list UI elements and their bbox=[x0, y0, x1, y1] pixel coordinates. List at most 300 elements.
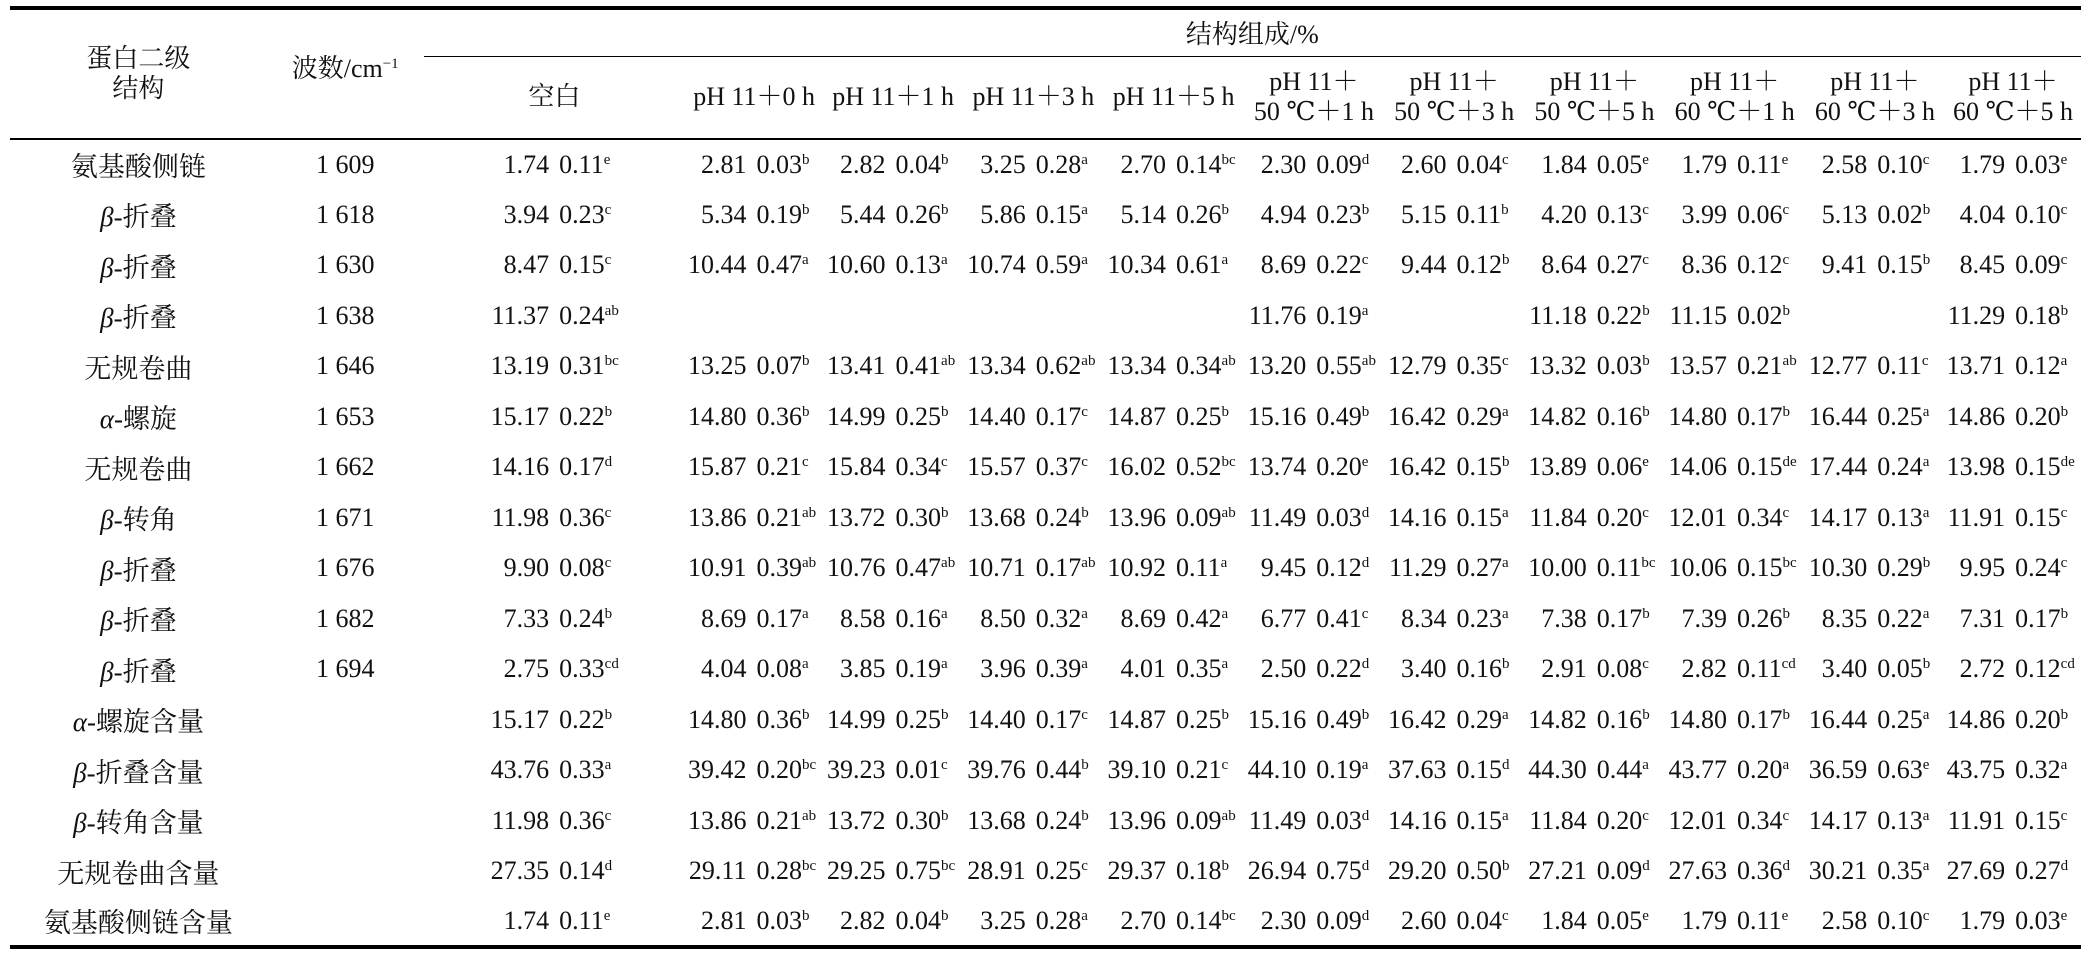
cell-sd bbox=[1316, 897, 1384, 948]
cell-sd bbox=[559, 291, 685, 342]
significance-letter: a bbox=[801, 656, 809, 673]
structure-label: 无规卷曲 bbox=[84, 454, 193, 485]
row-structure-name bbox=[10, 291, 267, 342]
cell-sd bbox=[896, 594, 964, 645]
sd-value: 0.17 bbox=[1737, 401, 1783, 431]
sd-value: 0.39 bbox=[1035, 654, 1082, 684]
significance-letter: b bbox=[941, 706, 949, 723]
cell-sd bbox=[1737, 745, 1805, 796]
significance-letter: b bbox=[1782, 706, 1791, 723]
sd-value: 0.05 bbox=[1596, 149, 1643, 179]
cell-mean: 14.80 bbox=[687, 401, 747, 431]
cell-sd bbox=[756, 139, 823, 190]
cell-mean: 2.72 bbox=[1959, 654, 2006, 684]
cell-sd bbox=[559, 240, 685, 291]
sd-value: 0.29 bbox=[1877, 553, 1923, 583]
sd-value: 0.25 bbox=[1176, 704, 1222, 734]
sd-value: 0.22 bbox=[559, 704, 605, 734]
cell-mean: 43.75 bbox=[1946, 755, 2006, 785]
cell-mean: 5.34 bbox=[700, 199, 747, 229]
significance-letter: c bbox=[1642, 656, 1649, 673]
cell-sd bbox=[1316, 796, 1384, 847]
cell-sd bbox=[1597, 442, 1665, 493]
sd-value: 0.14 bbox=[1176, 905, 1222, 935]
row-wavenumber bbox=[267, 897, 424, 948]
significance-letter: b bbox=[1501, 201, 1509, 218]
cell-sd bbox=[1457, 341, 1525, 392]
cell-mean: 43.76 bbox=[490, 755, 550, 785]
row-structure-name bbox=[10, 846, 267, 897]
sd-value: 0.15 bbox=[1035, 199, 1082, 229]
significance-letter: e bbox=[603, 151, 611, 168]
cell-mean: 11.29 bbox=[1947, 300, 2006, 330]
cell-sd bbox=[1597, 543, 1665, 594]
greek-prefix: β bbox=[100, 252, 114, 283]
cell-mean: 5.15 bbox=[1401, 199, 1447, 229]
cell-sd bbox=[1597, 695, 1665, 746]
row-wavenumber: 1 653 bbox=[315, 401, 375, 431]
significance-letter: a bbox=[1220, 555, 1228, 572]
significance-letter: c bbox=[1361, 605, 1369, 622]
cell-sd bbox=[1036, 291, 1104, 342]
cell-mean: 14.16 bbox=[490, 452, 550, 482]
cell-mean: 15.57 bbox=[967, 452, 1026, 482]
sd-value: 0.19 bbox=[756, 199, 802, 229]
cell-mean: 8.64 bbox=[1541, 250, 1587, 280]
cell-mean: 8.58 bbox=[840, 603, 886, 633]
significance-letter: bc bbox=[801, 757, 817, 774]
cell-mean: 27.21 bbox=[1528, 856, 1587, 886]
table-row bbox=[10, 846, 2081, 897]
cell-sd bbox=[1316, 190, 1384, 241]
cell-sd bbox=[1457, 190, 1525, 241]
cell-mean: 30.21 bbox=[1808, 856, 1868, 886]
structure-label: -螺旋含量 bbox=[86, 707, 204, 738]
sd-value: 0.59 bbox=[1035, 250, 1082, 280]
sd-value: 0.22 bbox=[559, 401, 605, 431]
cell-sd bbox=[2015, 745, 2081, 796]
cell-sd bbox=[1036, 594, 1104, 645]
sd-value: 0.20 bbox=[1596, 805, 1643, 835]
sd-value: 0.21 bbox=[756, 502, 802, 532]
cell-sd bbox=[1036, 392, 1104, 443]
sd-value: 0.17 bbox=[559, 452, 605, 482]
sd-value: 0.23 bbox=[1456, 603, 1503, 633]
cell-mean: 44.10 bbox=[1247, 755, 1307, 785]
sd-value: 0.27 bbox=[2015, 856, 2061, 886]
cell-mean: 3.40 bbox=[1401, 654, 1447, 684]
cell-mean: 11.29 bbox=[1388, 553, 1447, 583]
header-condition: 空白 bbox=[528, 82, 581, 112]
cell-sd bbox=[559, 543, 685, 594]
cell-mean: 36.59 bbox=[1808, 755, 1868, 785]
cell-sd bbox=[1597, 240, 1665, 291]
significance-letter: b bbox=[1642, 706, 1650, 723]
cell-sd bbox=[1176, 341, 1244, 392]
sd-value: 0.27 bbox=[1456, 553, 1503, 583]
sd-value: 0.04 bbox=[895, 149, 942, 179]
significance-letter: c bbox=[1782, 504, 1790, 521]
sd-value: 0.34 bbox=[1176, 351, 1222, 381]
cell-sd bbox=[896, 291, 964, 342]
cell-mean: 39.23 bbox=[827, 755, 886, 785]
sd-value: 0.07 bbox=[756, 351, 802, 381]
cell-mean: 14.17 bbox=[1808, 502, 1868, 532]
cell-mean: 14.86 bbox=[1946, 704, 2006, 734]
row-wavenumber: 1 662 bbox=[315, 452, 375, 482]
sd-value: 0.14 bbox=[559, 856, 605, 886]
cell-mean: 14.87 bbox=[1107, 704, 1167, 734]
cell-mean: 13.20 bbox=[1247, 351, 1307, 381]
cell-mean: 9.45 bbox=[1260, 553, 1307, 583]
significance-letter: a bbox=[1782, 757, 1790, 774]
sd-value: 0.06 bbox=[1737, 199, 1783, 229]
cell-mean: 15.87 bbox=[687, 452, 747, 482]
cell-mean: 14.17 bbox=[1808, 805, 1868, 835]
significance-letter: e bbox=[2060, 907, 2068, 924]
sd-value: 0.28 bbox=[1035, 905, 1082, 935]
table-row bbox=[10, 543, 2081, 594]
cell-mean: 8.34 bbox=[1401, 603, 1447, 633]
row-wavenumber: 1 638 bbox=[315, 300, 375, 330]
significance-letter: a bbox=[1502, 706, 1509, 723]
cell-sd bbox=[1877, 695, 1945, 746]
row-structure-name bbox=[10, 644, 267, 695]
cell-mean: 13.68 bbox=[967, 502, 1026, 532]
cell-mean: 8.50 bbox=[980, 603, 1026, 633]
cell-sd bbox=[1877, 897, 1945, 948]
cell-sd bbox=[896, 493, 964, 544]
cell-mean: 2.82 bbox=[823, 139, 896, 190]
sd-value: 0.16 bbox=[1456, 654, 1503, 684]
cell-sd bbox=[1457, 240, 1525, 291]
cell-sd bbox=[2015, 897, 2081, 948]
sd-value: 0.05 bbox=[1877, 654, 1923, 684]
cell-sd bbox=[756, 240, 823, 291]
cell-mean: 13.32 bbox=[1528, 351, 1587, 381]
significance-letter: a bbox=[1642, 757, 1649, 774]
sd-value: 0.27 bbox=[1596, 250, 1643, 280]
cell-mean: 6.77 bbox=[1260, 603, 1307, 633]
sd-value: 0.75 bbox=[1316, 856, 1362, 886]
cell-mean: 3.85 bbox=[840, 654, 886, 684]
significance-letter: bc bbox=[801, 858, 817, 875]
sd-value: 0.41 bbox=[895, 351, 942, 381]
significance-letter: c bbox=[1361, 252, 1369, 269]
cell-sd bbox=[896, 644, 964, 695]
sd-value: 0.15 bbox=[1456, 805, 1503, 835]
sd-value: 0.47 bbox=[895, 553, 942, 583]
sd-value: 0.19 bbox=[1316, 755, 1362, 785]
header-condition: pH 11＋3 h bbox=[972, 82, 1095, 112]
sd-value: 0.11 bbox=[559, 149, 604, 179]
cell-mean: 5.86 bbox=[980, 199, 1026, 229]
significance-letter: b bbox=[604, 605, 613, 622]
cell-sd bbox=[1316, 846, 1384, 897]
cell-mean: 27.35 bbox=[490, 856, 550, 886]
cell-sd bbox=[1316, 745, 1384, 796]
cell-sd bbox=[1737, 392, 1805, 443]
header-structure-composition: 结构组成/% bbox=[424, 8, 2081, 56]
cell-sd bbox=[1457, 644, 1525, 695]
cell-mean: 13.25 bbox=[687, 351, 747, 381]
cell-mean: 9.44 bbox=[1401, 250, 1447, 280]
sd-value: 0.15 bbox=[1737, 553, 1783, 583]
sd-value: 0.11 bbox=[1176, 553, 1221, 583]
cell-mean: 11.49 bbox=[1248, 805, 1307, 835]
cell-mean: 1.84 bbox=[1524, 139, 1597, 190]
cell-sd bbox=[1737, 291, 1805, 342]
cell-sd bbox=[1036, 695, 1104, 746]
header-condition: pH 11＋5 h bbox=[1112, 82, 1235, 112]
cell-mean: 16.44 bbox=[1808, 401, 1868, 431]
cell-mean: 27.63 bbox=[1668, 856, 1728, 886]
significance-letter: d bbox=[604, 454, 613, 471]
cell-mean: 7.31 bbox=[1959, 603, 2006, 633]
cell-sd bbox=[1737, 543, 1805, 594]
cell-sd bbox=[756, 493, 823, 544]
cell-sd bbox=[1737, 190, 1805, 241]
cell-mean: 7.38 bbox=[1541, 603, 1587, 633]
row-structure-name bbox=[10, 341, 267, 392]
sd-value: 0.23 bbox=[559, 199, 605, 229]
row-structure-name bbox=[10, 543, 267, 594]
cell-mean: 14.16 bbox=[1388, 805, 1447, 835]
cell-mean: 13.34 bbox=[1107, 351, 1167, 381]
greek-prefix: β bbox=[73, 757, 87, 788]
cell-mean: 26.94 bbox=[1247, 856, 1307, 886]
significance-letter: e bbox=[2060, 151, 2068, 168]
cell-mean: 13.96 bbox=[1107, 805, 1167, 835]
cell-mean: 7.33 bbox=[503, 603, 550, 633]
cell-mean: 13.68 bbox=[967, 805, 1026, 835]
sd-value: 0.09 bbox=[2015, 250, 2061, 280]
cell-sd bbox=[1457, 745, 1525, 796]
sd-value: 0.24 bbox=[1035, 502, 1082, 532]
greek-prefix: α bbox=[99, 404, 114, 435]
cell-sd bbox=[2015, 644, 2081, 695]
significance-letter: ab bbox=[604, 302, 619, 319]
table-row bbox=[10, 644, 2081, 695]
significance-letter: a bbox=[941, 252, 948, 269]
cell-sd bbox=[1176, 846, 1244, 897]
cell-mean: 3.99 bbox=[1681, 199, 1728, 229]
significance-letter: b bbox=[2060, 706, 2069, 723]
sd-value: 0.08 bbox=[559, 553, 605, 583]
sd-value: 0.08 bbox=[756, 654, 802, 684]
sd-value: 0.25 bbox=[1176, 401, 1222, 431]
cell-mean: 11.84 bbox=[1529, 502, 1587, 532]
sd-value: 0.20 bbox=[1316, 452, 1362, 482]
sd-value: 0.12 bbox=[2015, 351, 2061, 381]
sd-value: 0.08 bbox=[1596, 654, 1643, 684]
sd-value: 0.15 bbox=[1456, 452, 1503, 482]
header-wavenumber-label: 波数/cm bbox=[291, 54, 383, 83]
row-wavenumber bbox=[267, 846, 424, 897]
sd-value: 0.31 bbox=[559, 351, 605, 381]
significance-letter: b bbox=[1502, 454, 1510, 471]
cell-mean: 2.81 bbox=[685, 139, 756, 190]
structure-label: -转角 bbox=[113, 505, 177, 536]
significance-letter: d bbox=[1361, 858, 1370, 875]
sd-value: 0.16 bbox=[1596, 401, 1643, 431]
cell-sd bbox=[1737, 846, 1805, 897]
sd-value: 0.17 bbox=[1035, 401, 1082, 431]
significance-letter: e bbox=[1642, 907, 1649, 924]
greek-prefix: β bbox=[73, 808, 87, 839]
cell-mean: 2.50 bbox=[1260, 654, 1307, 684]
cell-sd bbox=[1877, 846, 1945, 897]
significance-letter: b bbox=[1922, 656, 1931, 673]
significance-letter: b bbox=[801, 706, 810, 723]
cell-mean: 13.72 bbox=[827, 805, 886, 835]
significance-letter: b bbox=[801, 907, 810, 924]
structure-label: -折叠 bbox=[113, 606, 177, 637]
sd-value: 0.11 bbox=[1737, 905, 1782, 935]
cell-sd bbox=[1316, 139, 1384, 190]
significance-letter: c bbox=[1081, 454, 1088, 471]
sd-value: 0.25 bbox=[1877, 401, 1923, 431]
sd-value: 0.20 bbox=[756, 755, 802, 785]
significance-letter: e bbox=[1361, 454, 1369, 471]
cell-sd bbox=[1316, 291, 1384, 342]
sd-value: 0.33 bbox=[559, 654, 605, 684]
significance-letter: b bbox=[1782, 605, 1791, 622]
cell-sd bbox=[1176, 695, 1244, 746]
cell-sd bbox=[1036, 442, 1104, 493]
significance-letter: a bbox=[941, 656, 948, 673]
significance-letter: ab bbox=[941, 353, 956, 370]
significance-letter: cd bbox=[2060, 656, 2075, 673]
cell-sd bbox=[896, 341, 964, 392]
sd-value: 0.22 bbox=[1316, 654, 1362, 684]
cell-sd bbox=[1036, 240, 1104, 291]
cell-sd bbox=[1176, 745, 1244, 796]
sd-value: 0.18 bbox=[1176, 856, 1222, 886]
cell-sd bbox=[1457, 796, 1525, 847]
significance-letter: b bbox=[1642, 403, 1650, 420]
significance-letter: e bbox=[1922, 757, 1930, 774]
significance-letter: b bbox=[1361, 201, 1370, 218]
significance-letter: c bbox=[1081, 706, 1088, 723]
sd-value: 0.15 bbox=[2015, 502, 2061, 532]
sd-value: 0.12 bbox=[1737, 250, 1783, 280]
significance-letter: a bbox=[1221, 656, 1229, 673]
sd-value: 0.12 bbox=[2015, 654, 2061, 684]
sd-value: 0.09 bbox=[1176, 502, 1222, 532]
cell-mean: 13.72 bbox=[827, 502, 886, 532]
sd-value: 0.13 bbox=[1877, 805, 1923, 835]
cell-sd bbox=[1597, 190, 1665, 241]
cell-mean: 39.76 bbox=[967, 755, 1026, 785]
cell-sd bbox=[1316, 594, 1384, 645]
cell-sd bbox=[1176, 190, 1244, 241]
sd-value: 0.03 bbox=[756, 149, 802, 179]
greek-prefix: β bbox=[100, 303, 114, 334]
cell-mean: 1.79 bbox=[1945, 139, 2015, 190]
cell-sd bbox=[896, 695, 964, 746]
sd-value: 0.44 bbox=[1596, 755, 1643, 785]
cell-mean: 2.58 bbox=[1805, 897, 1878, 948]
significance-letter: c bbox=[1782, 201, 1790, 218]
cell-sd bbox=[1036, 897, 1104, 948]
significance-letter: de bbox=[1782, 454, 1797, 471]
cell-mean: 29.37 bbox=[1107, 856, 1167, 886]
table-row bbox=[10, 695, 2081, 746]
cell-sd bbox=[559, 897, 685, 948]
significance-letter: bc bbox=[1782, 555, 1797, 572]
cell-mean: 10.00 bbox=[1528, 553, 1587, 583]
cell-sd bbox=[1457, 846, 1525, 897]
sd-value: 0.09 bbox=[1316, 905, 1362, 935]
cell-mean: 15.16 bbox=[1247, 401, 1307, 431]
significance-letter: b bbox=[941, 807, 949, 824]
sd-value: 0.14 bbox=[1176, 149, 1222, 179]
significance-letter: b bbox=[1642, 302, 1650, 319]
sd-value: 0.35 bbox=[1176, 654, 1222, 684]
cell-mean: 14.80 bbox=[1668, 401, 1728, 431]
significance-letter: c bbox=[2060, 201, 2068, 218]
cell-sd bbox=[756, 392, 823, 443]
significance-letter: b bbox=[1221, 706, 1230, 723]
significance-letter: b bbox=[2060, 302, 2069, 319]
sd-value: 0.25 bbox=[1877, 704, 1923, 734]
cell-mean: 10.92 bbox=[1107, 553, 1167, 583]
cell-sd bbox=[1316, 240, 1384, 291]
significance-letter: a bbox=[1502, 403, 1509, 420]
significance-letter: b bbox=[2060, 605, 2069, 622]
significance-letter: b bbox=[1642, 605, 1650, 622]
cell-mean: 28.91 bbox=[967, 856, 1026, 886]
cell-sd bbox=[756, 745, 823, 796]
cell-mean: 15.17 bbox=[490, 401, 550, 431]
table-row bbox=[10, 240, 2081, 291]
sd-value: 0.44 bbox=[1035, 755, 1082, 785]
cell-sd bbox=[1036, 846, 1104, 897]
header-condition: pH 11＋ 50 ℃＋5 h bbox=[1534, 67, 1655, 127]
sd-value: 0.18 bbox=[2015, 300, 2061, 330]
sd-value: 0.47 bbox=[756, 250, 802, 280]
cell-mean: 16.44 bbox=[1808, 704, 1868, 734]
cell-mean: 8.36 bbox=[1681, 250, 1728, 280]
significance-letter: b bbox=[1642, 353, 1650, 370]
sd-value: 0.17 bbox=[2015, 603, 2061, 633]
cell-mean: 15.16 bbox=[1247, 704, 1307, 734]
significance-letter: a bbox=[1081, 151, 1088, 168]
cell-sd bbox=[2015, 796, 2081, 847]
sd-value: 0.02 bbox=[1737, 300, 1783, 330]
header-structure: 蛋白二级 结构 bbox=[10, 8, 267, 139]
significance-letter: a bbox=[1502, 605, 1509, 622]
significance-letter: a bbox=[1922, 858, 1930, 875]
significance-letter: b bbox=[1221, 201, 1230, 218]
table-row bbox=[10, 897, 2081, 948]
cell-sd bbox=[1737, 695, 1805, 746]
significance-letter: b bbox=[1081, 807, 1089, 824]
significance-letter: b bbox=[941, 504, 949, 521]
cell-mean: 27.69 bbox=[1946, 856, 2006, 886]
sd-value: 0.36 bbox=[756, 704, 802, 734]
cell-sd bbox=[756, 442, 823, 493]
cell-mean: 3.25 bbox=[963, 897, 1036, 948]
cell-sd bbox=[1036, 139, 1104, 190]
cell-mean: 14.40 bbox=[967, 704, 1026, 734]
cell-mean: 1.79 bbox=[1665, 139, 1738, 190]
cell-mean: 10.71 bbox=[967, 553, 1026, 583]
cell-sd bbox=[1176, 543, 1244, 594]
significance-letter: d bbox=[1361, 907, 1370, 924]
table-row bbox=[10, 291, 2081, 342]
